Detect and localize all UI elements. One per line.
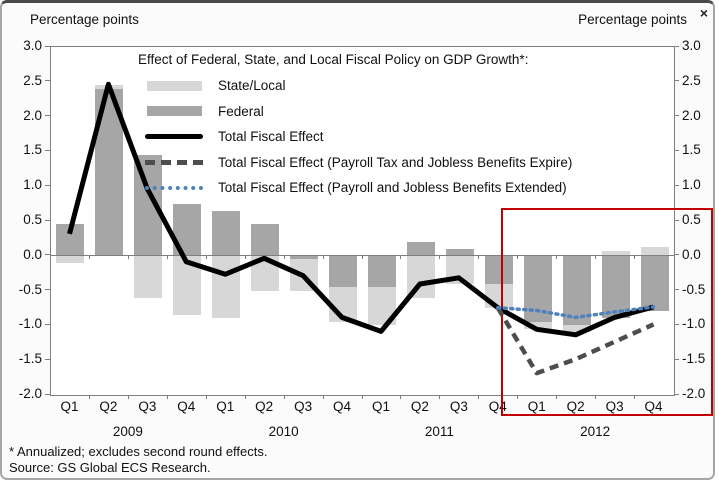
y-axis-label-right: 1.0 bbox=[682, 177, 701, 193]
y-axis-label-right: 2.0 bbox=[682, 107, 701, 123]
footnote-text: * Annualized; excludes second round effects. bbox=[9, 444, 268, 459]
y-axis-label-right: 2.5 bbox=[682, 72, 701, 88]
right-axis-title: Percentage points bbox=[578, 12, 687, 27]
y-axis-label-left: -2.0 bbox=[18, 386, 42, 401]
legend-label: Federal bbox=[218, 103, 264, 119]
x-axis-quarter-label: Q2 bbox=[566, 399, 585, 414]
y-axis-label-left: 0.5 bbox=[23, 212, 42, 227]
x-axis-quarter-label: Q4 bbox=[488, 399, 507, 414]
x-axis-year-label: 2009 bbox=[112, 424, 143, 439]
y-axis-label-left: 3.0 bbox=[23, 38, 42, 53]
x-axis-quarter-label: Q2 bbox=[99, 399, 118, 414]
x-axis-year-label: 2010 bbox=[268, 424, 299, 439]
x-axis-quarter-label: Q4 bbox=[644, 399, 663, 414]
y-axis-label-left: -1.0 bbox=[18, 316, 42, 332]
y-axis-label-right: -0.5 bbox=[682, 281, 706, 297]
y-axis-label-right: 3.0 bbox=[682, 38, 701, 53]
chart-legend bbox=[130, 52, 572, 201]
legend-label: Total Fiscal Effect (Payroll Tax and Jobless Benefits Expire) bbox=[218, 154, 573, 170]
y-axis-label-right: 1.5 bbox=[682, 142, 701, 158]
left-axis-title: Percentage points bbox=[30, 12, 139, 27]
legend-row bbox=[130, 99, 572, 125]
y-axis-tick-right bbox=[674, 185, 679, 186]
y-axis-label-right: -1.5 bbox=[682, 351, 706, 367]
y-axis-tick-right bbox=[674, 150, 679, 151]
legend-label: Total Fiscal Effect (Payroll and Jobless Benefits Extended) bbox=[218, 180, 567, 196]
x-axis-quarter-label: Q1 bbox=[527, 399, 546, 414]
x-axis-year-label: 2011 bbox=[424, 424, 454, 439]
legend-label: State/Local bbox=[218, 78, 286, 94]
legend-bar-swatch bbox=[147, 106, 202, 116]
y-axis-tick-right bbox=[674, 80, 679, 81]
x-axis-quarter-label: Q3 bbox=[294, 399, 313, 414]
x-axis-quarter-label: Q2 bbox=[255, 399, 274, 414]
legend-solid-line-swatch bbox=[145, 134, 203, 139]
x-axis-quarter-label: Q4 bbox=[333, 399, 352, 414]
y-axis-label-left: -0.5 bbox=[18, 281, 42, 297]
close-icon[interactable]: × bbox=[699, 5, 708, 21]
y-axis-tick-right bbox=[674, 115, 679, 116]
x-axis-quarter-label: Q4 bbox=[177, 399, 196, 414]
x-axis-quarter-label: Q1 bbox=[371, 399, 390, 414]
legend-row bbox=[130, 175, 572, 201]
y-axis-label-right: 0.0 bbox=[682, 246, 701, 262]
chart-title: Effect of Federal, State, and Local Fiscal Policy on GDP Growth*: bbox=[138, 52, 529, 67]
legend-dashed-line-swatch bbox=[145, 160, 203, 165]
x-axis-quarter-label: Q3 bbox=[605, 399, 624, 414]
x-axis-quarter-label: Q3 bbox=[449, 399, 468, 414]
y-axis-label-left: -1.5 bbox=[18, 351, 42, 367]
legend-dotted-line-swatch bbox=[145, 186, 203, 190]
legend-row bbox=[130, 150, 572, 176]
y-axis-label-left: 1.5 bbox=[23, 142, 42, 158]
x-axis-quarter-label: Q1 bbox=[60, 399, 79, 414]
y-axis-label-right: -2.0 bbox=[682, 386, 706, 401]
legend-row bbox=[130, 73, 572, 99]
y-axis-label-left: 2.0 bbox=[23, 107, 42, 123]
y-axis-label-left: 0.0 bbox=[23, 246, 42, 262]
legend-bar-swatch bbox=[147, 81, 202, 91]
x-axis-quarter-label: Q1 bbox=[216, 399, 235, 414]
legend-label: Total Fiscal Effect bbox=[218, 129, 324, 145]
x-axis-quarter-label: Q2 bbox=[410, 399, 429, 414]
y-axis-label-right: -1.0 bbox=[682, 316, 706, 332]
y-axis-tick-right bbox=[674, 46, 679, 47]
x-axis-quarter-label: Q3 bbox=[138, 399, 157, 414]
y-axis-label-left: 2.5 bbox=[23, 72, 42, 88]
legend-row bbox=[130, 124, 572, 150]
y-axis-label-left: 1.0 bbox=[23, 177, 42, 193]
y-axis-label-right: 0.5 bbox=[682, 212, 701, 227]
x-axis-year-label: 2012 bbox=[580, 424, 611, 439]
source-text: Source: GS Global ECS Research. bbox=[9, 460, 211, 475]
